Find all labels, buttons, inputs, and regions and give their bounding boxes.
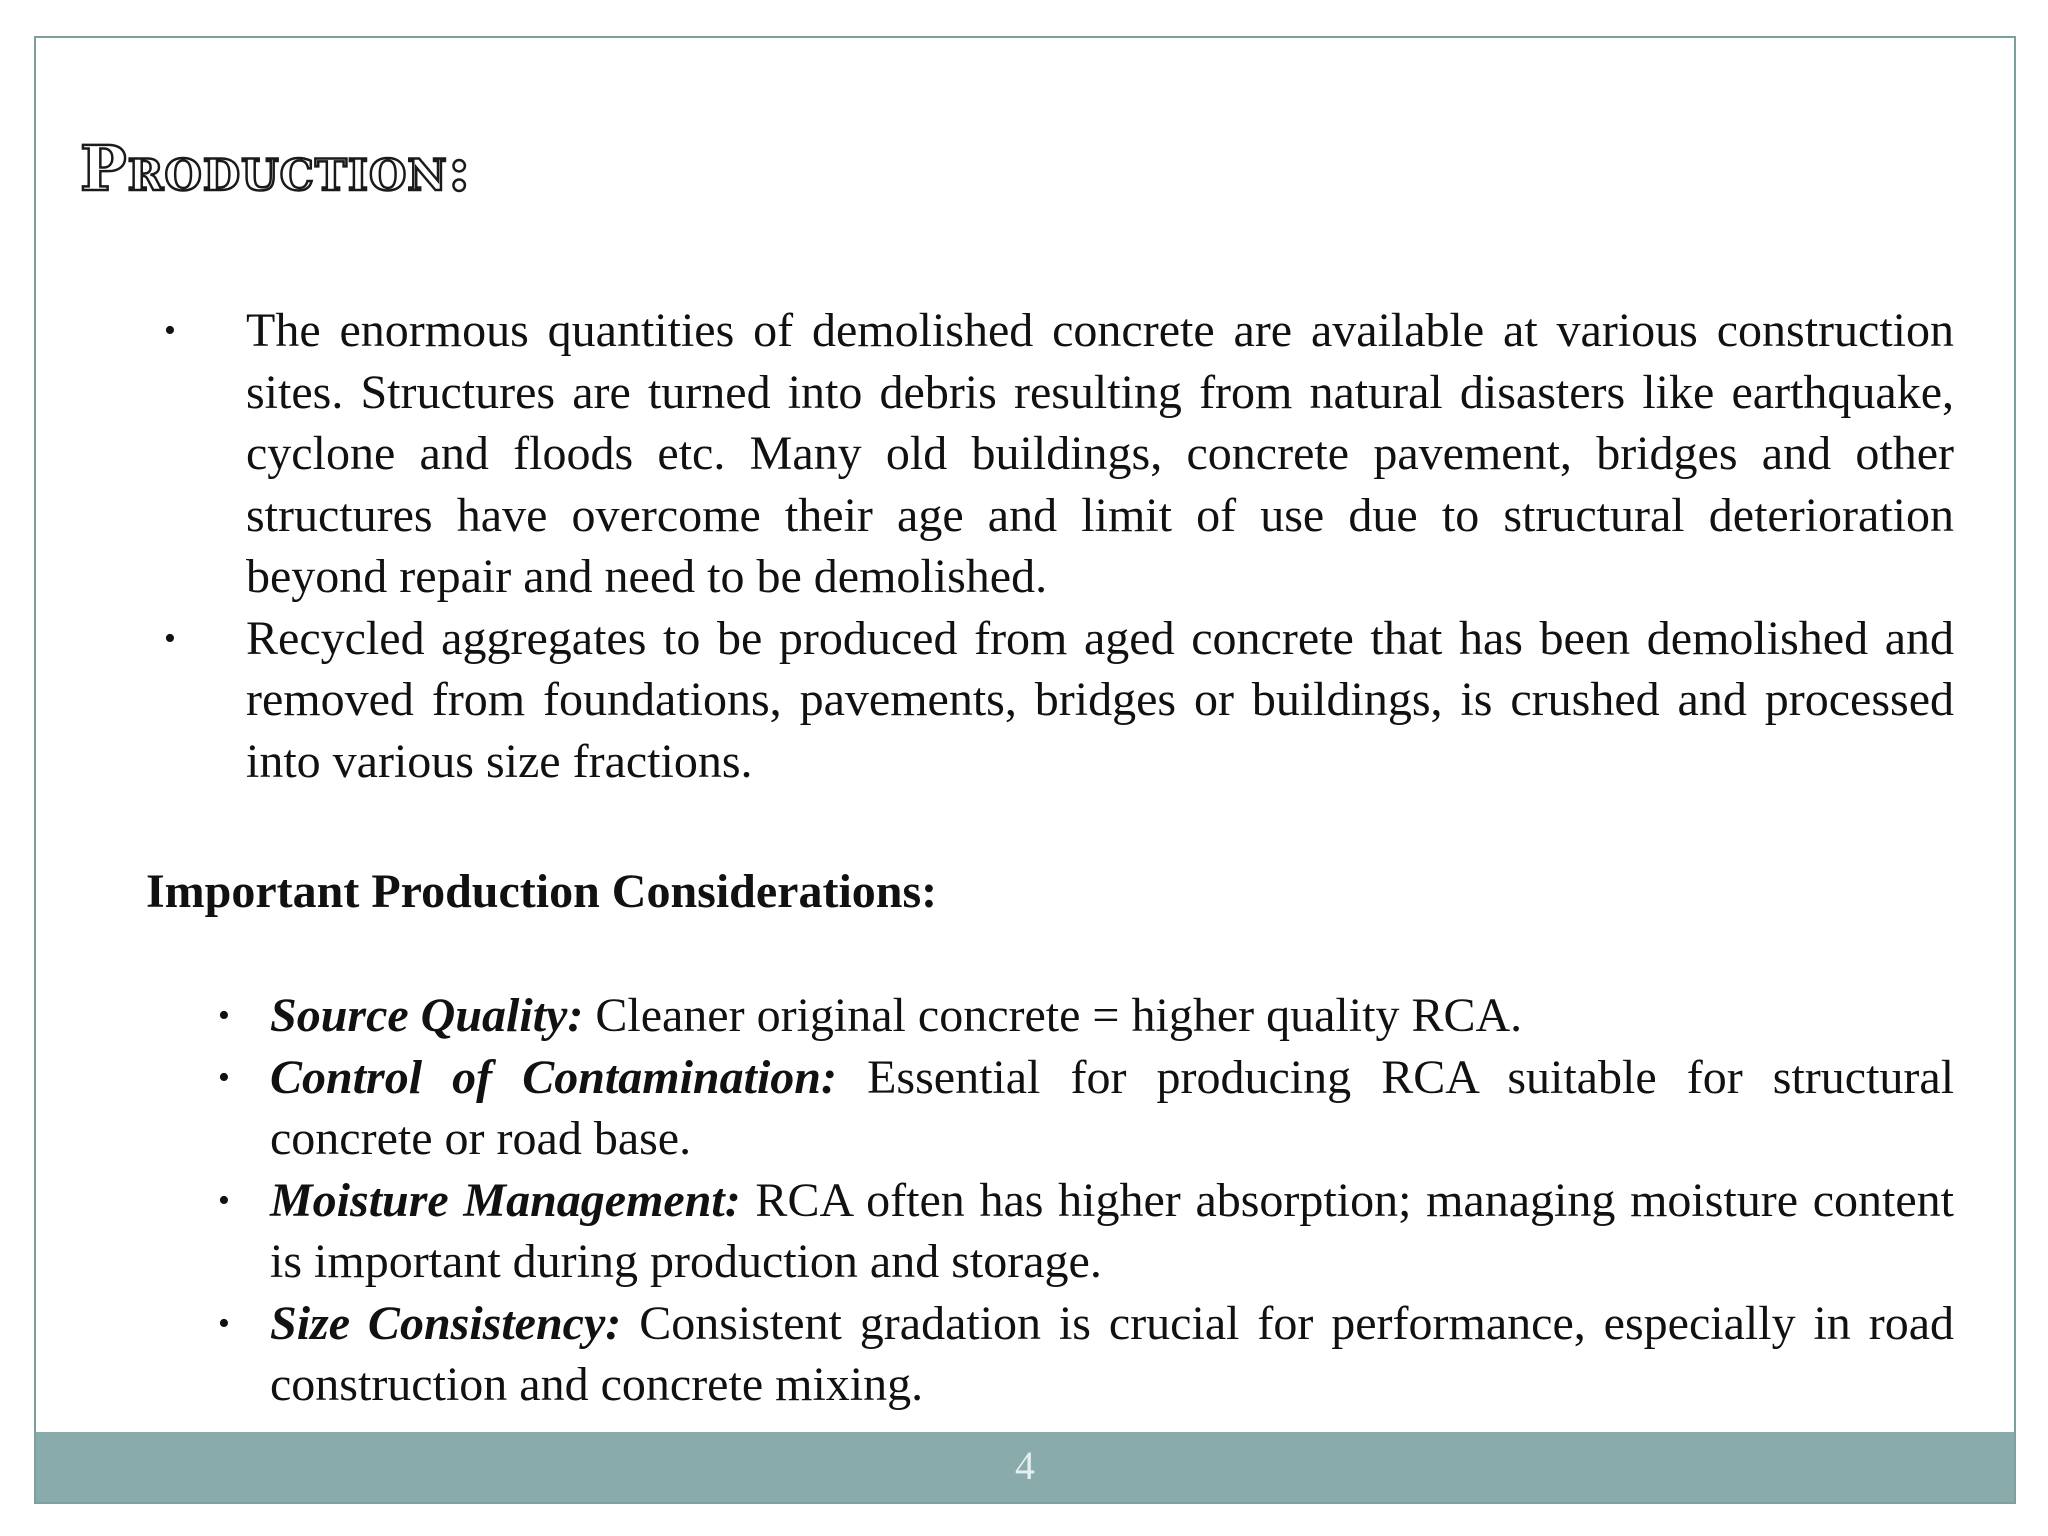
considerations-list (186, 985, 1954, 1416)
consideration-text: Cleaner original concrete = higher quality RCA. (595, 989, 1523, 1042)
bullet-symbol: • (164, 312, 176, 349)
bullet-symbol: • (218, 997, 230, 1034)
bullet-symbol: • (218, 1058, 230, 1096)
consideration-item (186, 985, 1954, 1047)
bullet-symbol: • (164, 619, 176, 657)
consideration-item (186, 1293, 1954, 1416)
consideration-text: Consistent gradation is crucial for performance, especially in road construction and concrete mixing. (270, 1296, 1955, 1411)
footer-bar (36, 1432, 2014, 1502)
consideration-term: Control of Contamination: (270, 1050, 837, 1104)
consideration-term: Source Quality: (270, 989, 584, 1042)
main-bullet-list (128, 300, 1954, 792)
consideration-text: Essential for producing RCA suitable for structural concrete or road base. (270, 1050, 1955, 1165)
bullet-text: The enormous quantities of demolished concrete are available at various construction sites. Structures are turned into debris resulting from natural disasters like earthquake, cyclone and floods etc. Many old buildings, concrete pavement, bridges and other structures have overcome their age and limit of use due to structural deterioration beyond repair and need to be demolished. (246, 304, 1954, 603)
consideration-term: Size Consistency: (270, 1296, 622, 1350)
bullet-item (128, 300, 1954, 608)
slide (34, 36, 2016, 1504)
consideration-text: RCA often has higher absorption; managing moisture content is important during production and storage. (270, 1173, 1955, 1288)
bullet-item (128, 608, 1954, 793)
consideration-term: Moisture Management: (270, 1173, 741, 1227)
page-number: 4 (1015, 1443, 1035, 1488)
bullet-symbol: • (218, 1304, 230, 1342)
consideration-item (186, 1170, 1954, 1293)
bullet-symbol: • (218, 1181, 230, 1219)
slide-title: Production: (80, 132, 472, 205)
consideration-item (186, 1047, 1954, 1170)
considerations-heading: Important Production Considerations: (146, 865, 938, 918)
bullet-text: Recycled aggregates to be produced from aged concrete that has been demolished and removed from foundations, pavements, bridges or buildings, is crushed and processed into various size fractions. (246, 611, 1954, 788)
